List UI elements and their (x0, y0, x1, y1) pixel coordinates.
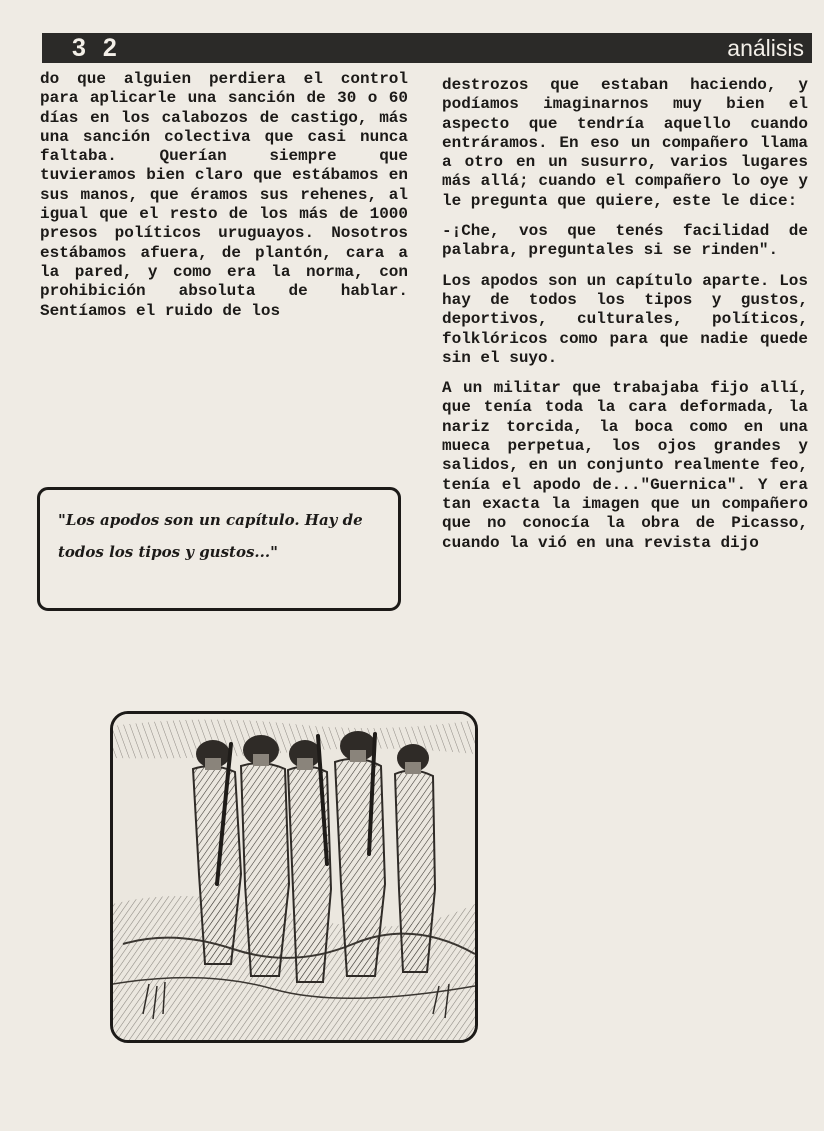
right-column (442, 76, 808, 564)
pull-quote-box (37, 487, 401, 611)
left-column (40, 70, 408, 332)
section-name: análisis (727, 34, 804, 61)
paragraph: A un militar que trabajaba fijo allí, que tenía toda la cara deformada, la nariz torcida, la boca como en una mueca perpetua, los ojos grandes y salidos, en un conjunto realmente feo, tenía el apodo de..."Guernica". Y era tan exacta la imagen que un compañero que no conocía la obra de Picasso, cuando la vió en una revista dijo (442, 379, 808, 552)
paragraph: destrozos que estaban haciendo, y podíamos imaginarnos muy bien el aspecto que tendría aquello cuando entráramos. En eso un compañero llama a otro en un susurro, varios lugares más allá; cuando el compañero lo oye y le pregunta que quiere, este le dice: (442, 76, 808, 210)
paragraph: Los apodos son un capítulo aparte. Los hay de todos los tipos y gustos, deportivos, culturales, políticos, folklóricos como para que nadie quede sin el suyo. (442, 271, 808, 367)
soldiers-illustration (110, 711, 478, 1043)
paragraph: -¡Che, vos que tenés facilidad de palabra, preguntales si se rinden". (442, 222, 808, 260)
paragraph: do que alguien perdiera el control para aplicarle una sanción de 30 o 60 días en los calabozos de castigo, más una sanción colectiva que casi nunca faltaba. Querían siempre que tuvieramos bien claro que estábamos en sus manos, que éramos sus rehenes, al igual que el resto de los más de 1000 presos políticos uruguayos. Nosotros estábamos afuera, de plantón, cara a la pared, y como era la norma, con prohibición absoluta de hablar. Sentíamos el ruido de los (40, 70, 408, 320)
page-number: 3 2 (72, 33, 122, 62)
pull-quote-text: "Los apodos son un capítulo. Hay de todos los tipos y gustos..." (58, 511, 363, 561)
page-header (42, 33, 812, 63)
soldiers-illustration-icon (113, 714, 475, 1040)
